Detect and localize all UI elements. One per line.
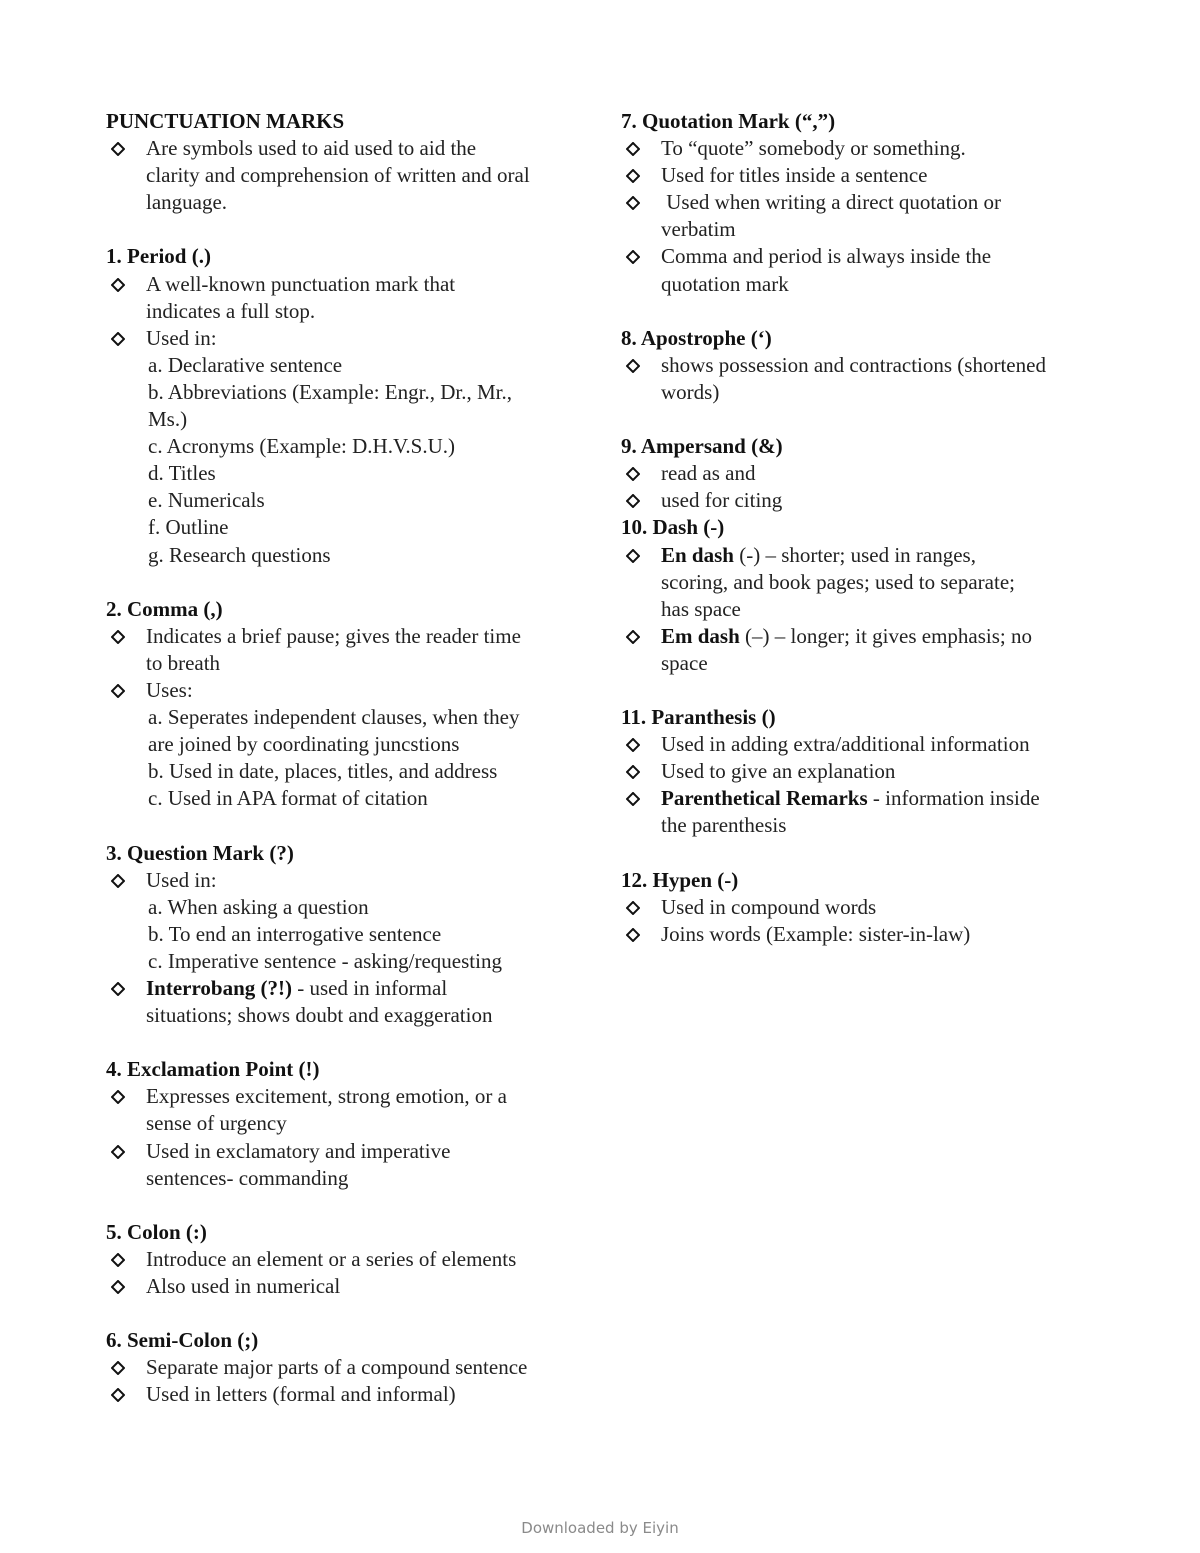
intro-bullet	[106, 135, 586, 216]
bullet-item	[106, 325, 586, 352]
bullet-item	[621, 542, 1111, 623]
sub-item: g. Research questions	[148, 542, 331, 567]
bullet-item	[106, 1273, 586, 1300]
bullet-text	[661, 623, 1111, 650]
diamond-bullet-icon	[111, 325, 127, 352]
section-heading-parenthesis: 11. Paranthesis ()	[621, 705, 776, 730]
bold-term: Parenthetical Remarks	[661, 786, 868, 811]
sub-item: b. To end an interrogative sentence	[148, 921, 442, 946]
section-heading-apostrophe: 8. Apostrophe (‘)	[621, 325, 772, 350]
bullet-item	[621, 785, 1111, 839]
bullet-item	[106, 867, 586, 894]
bullet-text: sense of urgency	[146, 1111, 287, 1136]
bold-term: En dash	[661, 542, 734, 567]
sub-item: a. Seperates independent clauses, when they	[148, 705, 520, 730]
sub-item: c. Acronyms (Example: D.H.V.S.U.)	[148, 434, 455, 459]
left-column	[106, 108, 586, 1409]
bullet-item	[106, 1138, 586, 1192]
bullet-text: Used to give an explanation	[661, 759, 896, 784]
diamond-bullet-icon	[111, 1273, 127, 1300]
bullet-text: Used for titles inside a sentence	[661, 163, 928, 188]
bullet-text: Used in letters (formal and informal)	[146, 1382, 456, 1407]
intro-text-line: clarity and comprehension of written and oral	[146, 163, 530, 188]
intro-text-line: Are symbols used to aid used to aid the	[146, 136, 477, 161]
diamond-bullet-icon	[111, 135, 127, 162]
diamond-bullet-icon	[626, 162, 642, 189]
bullet-item	[106, 1083, 586, 1137]
bullet-text: situations; shows doubt and exaggeration	[146, 1003, 493, 1028]
diamond-bullet-icon	[111, 677, 127, 704]
section-heading-comma: 2. Comma (,)	[106, 596, 223, 621]
bullet-text: sentences- commanding	[146, 1165, 349, 1190]
sub-item: a. When asking a question	[148, 894, 369, 919]
bullet-text: Used in exclamatory and imperative	[146, 1138, 451, 1163]
sub-item: b. Abbreviations (Example: Engr., Dr., Mr.,	[148, 379, 512, 404]
bullet-text: the parenthesis	[661, 813, 787, 838]
diamond-bullet-icon	[626, 487, 642, 514]
bullet-item	[106, 623, 586, 677]
bullet-item	[621, 460, 1111, 487]
bullet-text: To “quote” somebody or something.	[661, 136, 966, 161]
intro-text-line: language.	[146, 190, 228, 215]
diamond-bullet-icon	[626, 243, 642, 270]
diamond-bullet-icon	[111, 1354, 127, 1381]
bullet-text	[661, 785, 1111, 812]
diamond-bullet-icon	[111, 1381, 127, 1408]
bullet-item	[621, 243, 1111, 297]
bullet-item	[621, 894, 1111, 921]
bullet-text: Indicates a brief pause; gives the reader time	[146, 623, 521, 648]
bullet-text-rest: (–) – longer; it gives emphasis; no	[739, 623, 1032, 648]
bullet-item	[106, 677, 586, 704]
diamond-bullet-icon	[626, 921, 642, 948]
bullet-text: A well-known punctuation mark that	[146, 271, 456, 296]
bullet-item	[621, 162, 1111, 189]
section-heading-period: 1. Period (.)	[106, 244, 211, 269]
diamond-bullet-icon	[626, 460, 642, 487]
diamond-bullet-icon	[626, 758, 642, 785]
bold-term: Interrobang (?!)	[146, 976, 293, 1000]
bullet-text: Comma and period is always inside the	[661, 244, 992, 269]
bullet-text-rest: - information inside	[867, 786, 1040, 811]
bullet-item	[106, 1354, 586, 1381]
section-heading-hyphen: 12. Hypen (-)	[621, 867, 739, 892]
bullet-text	[661, 542, 1111, 569]
bullet-item	[106, 1381, 586, 1408]
bullet-text: has space	[661, 596, 741, 621]
sub-item: c. Used in APA format of citation	[148, 786, 428, 811]
diamond-bullet-icon	[111, 867, 127, 894]
section-heading-dash: 10. Dash (-)	[621, 515, 725, 540]
bullet-text: words)	[661, 379, 720, 404]
diamond-bullet-icon	[111, 975, 127, 1002]
diamond-bullet-icon	[626, 189, 642, 216]
bullet-text: Used in:	[146, 325, 217, 350]
diamond-bullet-icon	[111, 271, 127, 298]
bullet-text: Introduce an element or a series of elements	[146, 1246, 517, 1271]
bullet-text-rest: - used in informal	[292, 976, 448, 1000]
bullet-text: Used in adding extra/additional information	[661, 732, 1030, 757]
bullet-item	[621, 189, 1111, 243]
bullet-item	[106, 1246, 586, 1273]
bullet-text: Also used in numerical	[146, 1274, 341, 1299]
diamond-bullet-icon	[111, 623, 127, 650]
bullet-text: scoring, and book pages; used to separate;	[661, 569, 1015, 594]
diamond-bullet-icon	[626, 542, 642, 569]
bullet-text: Uses:	[146, 677, 193, 702]
section-heading-ampersand: 9. Ampersand (&)	[621, 434, 783, 459]
sub-item: are joined by coordinating juncstions	[148, 732, 460, 757]
sub-item: a. Declarative sentence	[148, 352, 343, 377]
bullet-text: Used in:	[146, 867, 217, 892]
section-heading-quotation: 7. Quotation Mark (“,”)	[621, 109, 836, 133]
bullet-text: Used in compound words	[661, 894, 877, 919]
diamond-bullet-icon	[626, 623, 642, 650]
bullet-item	[621, 487, 1111, 514]
sub-item: e. Numericals	[148, 488, 265, 513]
bullet-item	[621, 135, 1111, 162]
bullet-text: shows possession and contractions (shortened	[661, 352, 1046, 377]
bullet-text: quotation mark	[661, 271, 789, 296]
sub-item: f. Outline	[148, 515, 229, 540]
diamond-bullet-icon	[626, 135, 642, 162]
section-heading-semicolon: 6. Semi-Colon (;)	[106, 1328, 259, 1353]
bullet-item	[621, 623, 1111, 677]
sub-item: Ms.)	[148, 407, 188, 432]
bullet-text: to breath	[146, 650, 221, 675]
bullet-text: read as and	[661, 461, 756, 486]
diamond-bullet-icon	[111, 1246, 127, 1273]
bullet-text	[146, 975, 586, 1002]
bullet-item	[621, 731, 1111, 758]
bullet-text: used for citing	[661, 488, 783, 513]
bullet-item	[106, 975, 586, 1029]
bullet-text: verbatim	[661, 217, 736, 242]
diamond-bullet-icon	[111, 1138, 127, 1165]
bullet-text-rest: (-) – shorter; used in ranges,	[733, 542, 976, 567]
diamond-bullet-icon	[111, 1083, 127, 1110]
bold-term: Em dash	[661, 623, 740, 648]
diamond-bullet-icon	[626, 785, 642, 812]
section-heading-question-mark: 3. Question Mark (?)	[106, 840, 294, 865]
document-title: PUNCTUATION MARKS	[106, 109, 345, 133]
sub-item: c. Imperative sentence - asking/requesting	[148, 948, 502, 973]
bullet-item	[106, 271, 586, 325]
bullet-text: Expresses excitement, strong emotion, or a	[146, 1084, 507, 1109]
sub-item: b. Used in date, places, titles, and address	[148, 759, 498, 784]
bullet-text: Used when writing a direct quotation or	[661, 190, 1001, 215]
bullet-text: Joins words (Example: sister-in-law)	[661, 921, 971, 946]
bullet-text: space	[661, 650, 708, 675]
diamond-bullet-icon	[626, 894, 642, 921]
bullet-text: Separate major parts of a compound sentence	[146, 1355, 528, 1380]
bullet-text: indicates a full stop.	[146, 298, 316, 323]
section-heading-exclamation: 4. Exclamation Point (!)	[106, 1057, 320, 1082]
bullet-item	[621, 921, 1111, 948]
bullet-item	[621, 352, 1111, 406]
diamond-bullet-icon	[626, 352, 642, 379]
download-footer: Downloaded by Eiyin	[521, 1519, 679, 1537]
right-column	[621, 108, 1111, 948]
sub-item: d. Titles	[148, 461, 216, 486]
bullet-item	[621, 758, 1111, 785]
section-heading-colon: 5. Colon (:)	[106, 1219, 207, 1244]
diamond-bullet-icon	[626, 731, 642, 758]
